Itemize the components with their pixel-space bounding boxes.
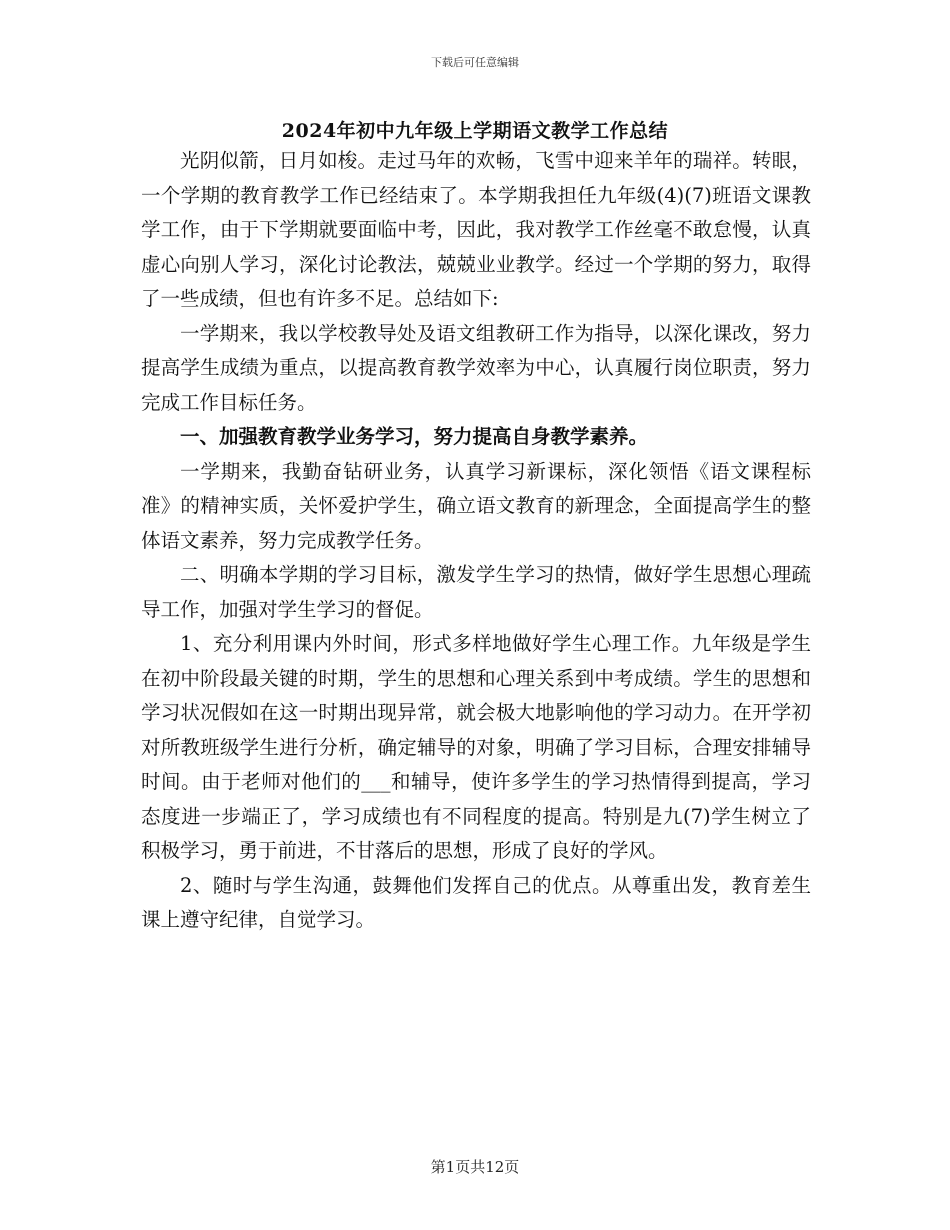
paragraph-intro: 光阴似箭，日月如梭。走过马年的欢畅，飞雪中迎来羊年的瑞祥。转眼，一个学期的教育教学工作已经结束了。本学期我担任九年级(4)(7)班语文课教学工作，由于下学期就要面临中考，因此，我对教学工作丝毫不敢怠慢，认真虚心向别人学习，深化讨论教法，兢兢业业教学。经过一个学期的努力，取得了一些成绩，但也有许多不足。总结如下: bbox=[141, 149, 811, 310]
section-heading-1: 一、加强教育教学业务学习，努力提高自身教学素养。 bbox=[180, 425, 649, 448]
paragraph-item-1: 1、充分利用课内外时间，形式多样地做好学生心理工作。九年级是学生在初中阶段最关键的时期，学生的思想和心理关系到中考成绩。学生的思想和学习状况假如在这一时期出现异常，就会极大地影响他的学习动力。在开学初对所教班级学生进行分析，确定辅导的对象，明确了学习目标，合理安排辅导时间。由于老师对他们的___和辅导，使许多学生的学习热情得到提高，学习态度进一步端正了，学习成绩也有不同程度的提高。特别是九(7)学生树立了积极学习，勇于前进，不甘落后的思想，形成了良好的学风。 bbox=[141, 632, 811, 862]
paragraph-item-2: 2、随时与学生沟通，鼓舞他们发挥自己的优点。从尊重出发，教育差生课上遵守纪律，自觉学习。 bbox=[141, 873, 811, 931]
header-note: 下载后可任意编辑 bbox=[431, 56, 519, 69]
document-body bbox=[141, 144, 811, 938]
paragraph-section-1: 一学期来，我勤奋钻研业务，认真学习新课标，深化领悟《语文课程标准》的精神实质，关怀爱护学生，确立语文教育的新理念，全面提高学生的整体语文素养，努力完成教学任务。 bbox=[141, 459, 811, 552]
section-heading-2: 二、明确本学期的学习目标，激发学生学习的热情，做好学生思想心理疏导工作，加强对学生学习的督促。 bbox=[141, 563, 811, 621]
paragraph-overview: 一学期来，我以学校教导处及语文组教研工作为指导，以深化课改，努力提高学生成绩为重点，以提高教育教学效率为中心，认真履行岗位职责，努力完成工作目标任务。 bbox=[141, 321, 811, 414]
document-title: 2024年初中九年级上学期语文教学工作总结 bbox=[281, 120, 669, 142]
page-number: 第1页共12页 bbox=[430, 1158, 520, 1176]
